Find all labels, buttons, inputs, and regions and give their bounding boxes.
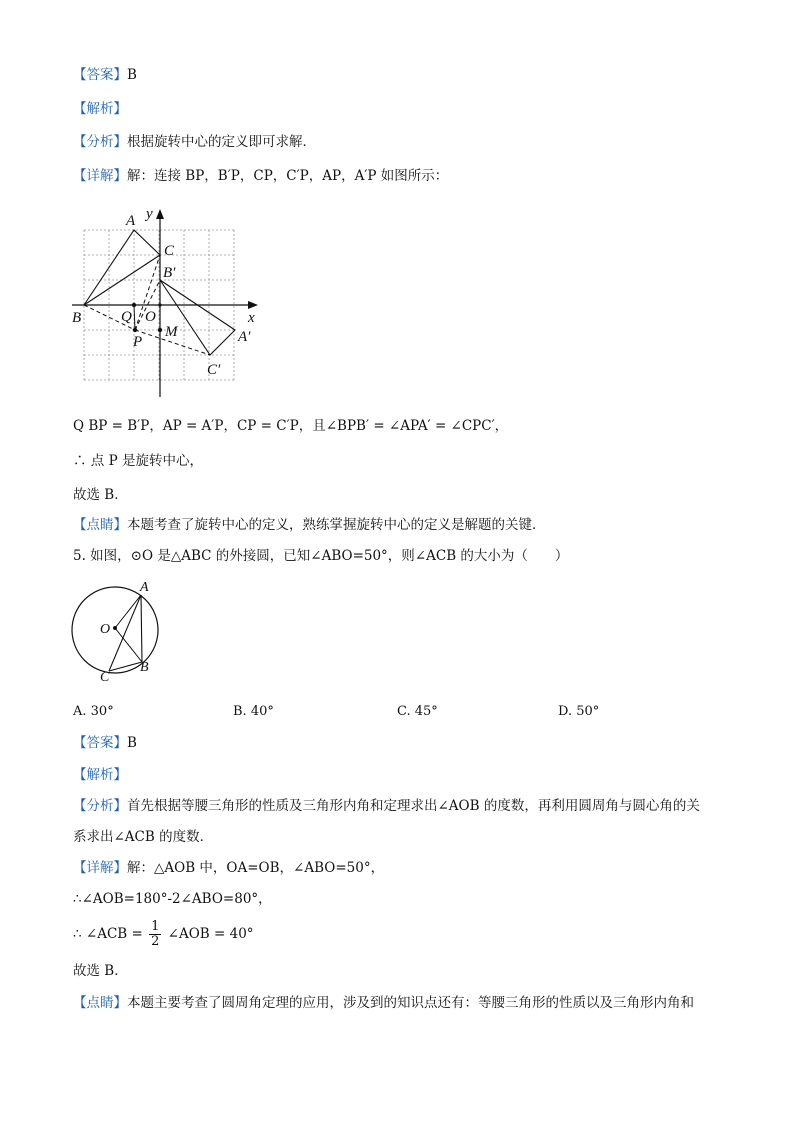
- dianjing-tag: 【点睛】: [73, 517, 127, 533]
- y-axis-arrow-icon: [156, 209, 164, 219]
- fenxi-tag: 【分析】: [73, 134, 127, 150]
- xiangjie-tag: 【详解】: [73, 168, 127, 184]
- option-a: A. 30°: [73, 704, 114, 719]
- segment-AC: [109, 595, 141, 671]
- triangle-A1B1C1: [160, 280, 235, 355]
- q4-xiangjie-line: [73, 167, 448, 185]
- q4-dianjing-line: [73, 516, 546, 534]
- answer-tag: 【答案】: [73, 67, 127, 83]
- answer-value: B: [127, 67, 137, 83]
- point-M: [158, 328, 162, 332]
- xiangjie-text: 解：连接 BP，B′P，CP，C′P，AP，A′P 如图所示：: [127, 168, 449, 184]
- dianjing-text: 本题考查了旋转中心的定义，熟练掌握旋转中心的定义是解题的关键．: [127, 517, 546, 533]
- label-C: C: [164, 243, 175, 259]
- q4-answer-line: [73, 66, 137, 84]
- label-C-prime: C′: [207, 362, 221, 378]
- xiangjie-tag: 【详解】: [73, 860, 127, 876]
- fenxi-text: 根据旋转中心的定义即可求解．: [127, 134, 316, 150]
- fraction-denominator: 2: [151, 934, 160, 949]
- label-M: M: [165, 324, 178, 340]
- q4-reason-line: Q BP = B′P，AP = A′P，CP = C′P，且∠BPB′ = ∠APA′ = ∠CPC′，: [73, 418, 509, 434]
- q4-choose-line: 故选 B．: [73, 487, 128, 503]
- triangle-ABC: [84, 230, 160, 305]
- circumcircle-figure: [62, 578, 172, 686]
- label-O: O: [145, 309, 156, 325]
- option-c: C. 45°: [397, 704, 438, 719]
- label-O: O: [100, 622, 111, 637]
- answer-tag: 【答案】: [73, 735, 127, 751]
- fenxi-tag: 【分析】: [73, 798, 127, 814]
- label-P: P: [133, 334, 143, 350]
- label-A: A: [126, 213, 136, 229]
- q5-xiangjie-line: [73, 859, 384, 877]
- point-Q: [132, 303, 136, 307]
- dianjing-tag: 【点睛】: [73, 995, 127, 1011]
- option-d: D. 50°: [558, 704, 600, 719]
- point-O: [158, 303, 161, 306]
- label-B-prime: B′: [163, 265, 176, 281]
- segment-OA: [115, 595, 141, 628]
- label-B: B: [140, 660, 149, 675]
- q5-step-1: ∴∠AOB=180°-2∠ABO=80°，: [73, 891, 272, 907]
- analysis-heading: 【解析】: [73, 101, 127, 117]
- dianjing-text: 本题主要考查了圆周角定理的应用，涉及到的知识点还有：等腰三角形的性质以及三角形内角和: [127, 995, 694, 1011]
- xiangjie-text: 解：△AOB 中，OA=OB，∠ABO=50°，: [127, 860, 385, 876]
- q5-dianjing-line: [73, 994, 694, 1012]
- q5-analysis-heading: [73, 766, 127, 784]
- q5-fenxi-line: [73, 797, 700, 815]
- point-P: [133, 328, 137, 332]
- q5-choose-line: 故选 B．: [73, 963, 128, 979]
- label-x: x: [248, 310, 255, 326]
- fraction-numerator: 1: [151, 919, 160, 934]
- label-C: C: [100, 670, 110, 685]
- x-axis-arrow-icon: [248, 301, 258, 309]
- answer-value: B: [127, 735, 137, 751]
- label-y: y: [146, 206, 153, 222]
- label-B: B: [72, 310, 82, 326]
- q5-step-2: [73, 919, 254, 949]
- label-Q: Q: [121, 309, 132, 325]
- step-2-suffix: ∠AOB = 40°: [167, 926, 254, 942]
- option-b: B. 40°: [233, 704, 274, 719]
- rotation-grid-figure: [66, 200, 276, 402]
- q4-analysis-heading: [73, 100, 127, 118]
- q5-question: 5. 如图，⊙O 是△ABC 的外接圆，已知∠ABO=50°，则∠ACB 的大小为（ ）: [73, 548, 569, 564]
- segment-AB: [141, 595, 142, 662]
- q5-answer-line: [73, 734, 137, 752]
- segment-OB: [115, 628, 142, 662]
- label-A-prime: A′: [238, 329, 251, 345]
- q4-conclusion-line: ∴ 点 P 是旋转中心，: [73, 453, 203, 469]
- fenxi-text: 首先根据等腰三角形的性质及三角形内角和定理求出∠AOB 的度数，再利用圆周角与圆心角的关: [127, 798, 700, 814]
- step-2-prefix: ∴ ∠ACB =: [73, 926, 143, 942]
- q5-fenxi-line-2: 系求出∠ACB 的度数．: [73, 829, 214, 845]
- label-A: A: [140, 580, 149, 595]
- fraction-one-half: [149, 920, 161, 949]
- analysis-heading: 【解析】: [73, 767, 127, 783]
- point-O: [113, 626, 117, 630]
- q4-fenxi-line: [73, 133, 316, 151]
